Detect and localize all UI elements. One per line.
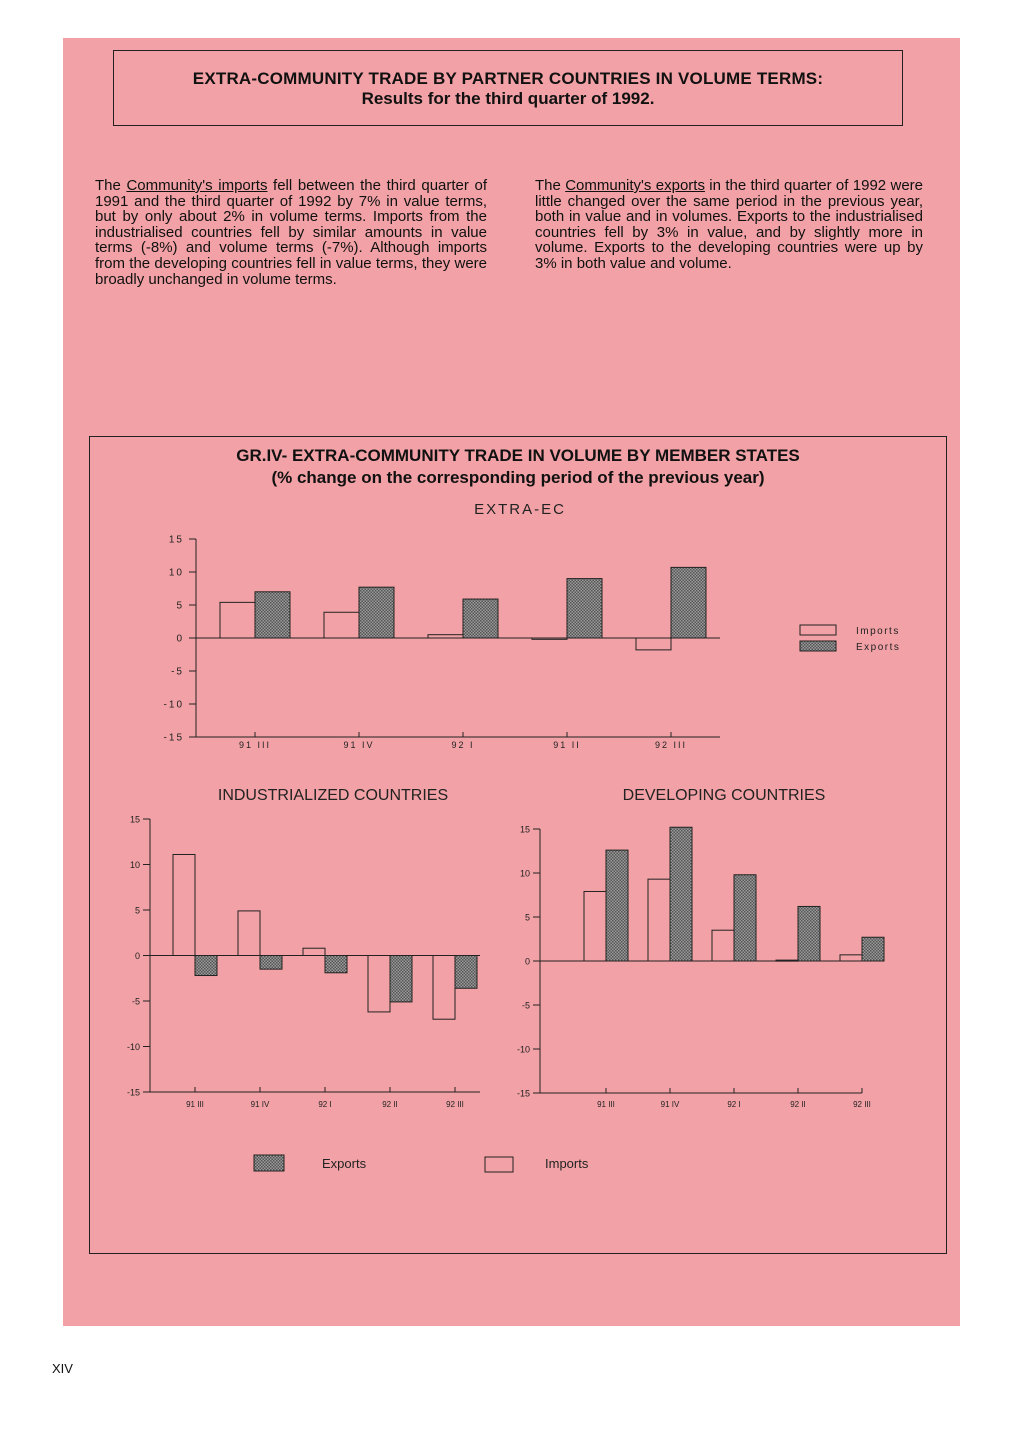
bottom-legend-imports-label: Imports [545, 1156, 589, 1171]
industrialized-countries-exports-bar [390, 956, 412, 1002]
industrialized-countries-category-label: 92 II [382, 1100, 398, 1109]
industrialized-countries-imports-bar [433, 956, 455, 1020]
developing-countries-y-tick-label: -10 [516, 1044, 530, 1055]
industrialized-countries-y-tick-label: -10 [126, 1042, 140, 1052]
developing-countries-imports-bar [584, 891, 606, 961]
extra-ec-title: EXTRA-EC [474, 501, 566, 518]
extra-ec-category-label: 91 IV [343, 740, 375, 750]
extra-ec-exports-bar [671, 567, 706, 638]
developing-countries-category-label: 91 IV [660, 1100, 680, 1109]
imports-paragraph [95, 178, 487, 287]
imports-link: Community's imports [126, 177, 268, 194]
developing-countries-category-label: 92 III [853, 1100, 871, 1109]
bottom-legend-exports-label: Exports [322, 1156, 367, 1171]
developing-countries-exports-bar [734, 875, 756, 961]
figure-frame [89, 436, 947, 1254]
extra-ec-y-tick-label: 10 [168, 567, 184, 579]
imports-paragraph-body: fell between the third quarter of 1991 and the third quarter of 1992 by 7% in value terms, but by only about 2% in volume terms. Imports from the industrialised countries fell by similar amounts in value terms (-8%) and volume terms (-7%). Although imports from the developing countries fell in value terms, they were broadly unchanged in volume terms. [95, 177, 488, 288]
extra-ec-imports-bar [636, 638, 671, 650]
imports-paragraph-lead: The [95, 177, 127, 194]
legend-exports-swatch [800, 641, 836, 651]
industrialized-countries-category-label: 91 III [186, 1100, 204, 1109]
extra-ec-exports-bar [567, 579, 602, 638]
extra-ec-y-tick-label: -5 [171, 666, 184, 678]
extra-ec-y-tick-label: 15 [168, 534, 184, 546]
figure-title-line2: (% change on the corresponding period of the previous year) [271, 468, 765, 487]
industrialized-countries-y-tick-label: 5 [134, 905, 140, 916]
developing-countries-category-label: 91 III [597, 1100, 615, 1109]
extra-ec-y-tick-label: 5 [176, 600, 184, 612]
industrialized-countries-category-label: 92 I [318, 1100, 332, 1109]
extra-ec-exports-bar [359, 587, 394, 638]
page-number: XIV [52, 1361, 73, 1376]
header-title: EXTRA-COMMUNITY TRADE BY PARTNER COUNTRIES IN VOLUME TERMS: [192, 69, 824, 88]
header-subtitle: Results for the third quarter of 1992. [361, 89, 655, 108]
industrialized-countries-imports-bar [368, 956, 390, 1012]
industrialized-countries-y-tick-label: -15 [126, 1087, 140, 1098]
industrialized-countries-exports-bar [195, 956, 217, 976]
extra-ec-imports-bar [324, 612, 359, 638]
developing-countries-y-tick-label: 0 [524, 956, 530, 967]
industrialized-countries-y-tick-label: 10 [129, 860, 140, 870]
extra-ec-y-tick-label: -10 [163, 699, 184, 711]
developing-countries-exports-bar [670, 827, 692, 961]
industrialized-countries-exports-bar [325, 956, 347, 973]
industrialized-countries-title: INDUSTRIALIZED COUNTRIES [217, 787, 449, 804]
legend-exports-label: Exports [856, 642, 901, 653]
legend-imports-swatch [800, 625, 836, 635]
developing-countries-exports-bar [862, 937, 884, 961]
industrialized-countries-imports-bar [303, 948, 325, 955]
extra-ec-category-label: 91 II [553, 740, 581, 750]
extra-ec-exports-bar [463, 599, 498, 638]
developing-countries-y-tick-label: 15 [519, 824, 530, 835]
developing-countries-title: DEVELOPING COUNTRIES [622, 787, 826, 804]
developing-countries-exports-bar [606, 850, 628, 961]
extra-ec-category-label: 92 III [654, 740, 688, 750]
developing-countries-y-tick-label: -5 [521, 1000, 530, 1011]
industrialized-countries-exports-bar [260, 956, 282, 970]
exports-link: Community's exports [565, 177, 705, 194]
developing-countries-category-label: 92 II [790, 1100, 806, 1109]
industrialized-countries-y-tick-label: 0 [134, 951, 140, 961]
charts-canvas [90, 437, 946, 1253]
industrialized-countries-imports-bar [238, 911, 260, 956]
industrialized-countries-category-label: 91 IV [250, 1100, 270, 1109]
industrialized-countries-exports-bar [455, 956, 477, 989]
developing-countries-y-tick-label: 5 [524, 912, 530, 923]
bottom-legend-imports-swatch [485, 1157, 513, 1172]
extra-ec-y-tick-label: -15 [163, 732, 184, 744]
figure-title-line1: GR.IV- EXTRA-COMMUNITY TRADE IN VOLUME BY MEMBER STATES [236, 446, 800, 465]
extra-ec-category-label: 91 III [238, 740, 272, 750]
legend-imports-label: Imports [856, 626, 900, 637]
industrialized-countries-y-tick-label: 15 [129, 814, 140, 825]
exports-paragraph-body: in the third quarter of 1992 were little changed over the same period in the previous year, both in value and in volumes. Exports to the industrialised countries fell by 3% in value, and by slightly more in volume. Exports to the developing countries were up by 3% in both value and volume. [535, 177, 924, 272]
extra-ec-imports-bar [220, 602, 255, 638]
developing-countries-imports-bar [648, 879, 670, 961]
pink-sheet [63, 38, 960, 1326]
developing-countries-imports-bar [840, 955, 862, 961]
developing-countries-category-label: 92 I [727, 1100, 741, 1109]
extra-ec-exports-bar [255, 592, 290, 638]
industrialized-countries-imports-bar [173, 854, 195, 955]
developing-countries-imports-bar [712, 930, 734, 961]
developing-countries-imports-bar [776, 960, 798, 961]
developing-countries-exports-bar [798, 906, 820, 961]
extra-ec-y-tick-label: 0 [176, 633, 184, 645]
extra-ec-category-label: 92 I [451, 740, 475, 750]
developing-countries-y-tick-label: -15 [516, 1088, 530, 1099]
exports-paragraph-lead: The [535, 177, 566, 194]
developing-countries-y-tick-label: 10 [519, 868, 530, 879]
exports-paragraph [535, 178, 923, 272]
extra-ec-imports-bar [428, 635, 463, 638]
industrialized-countries-y-tick-label: -5 [131, 996, 140, 1007]
header-box [113, 50, 903, 126]
industrialized-countries-category-label: 92 III [446, 1100, 464, 1109]
bottom-legend-exports-swatch [254, 1155, 284, 1171]
extra-ec-imports-bar [532, 638, 567, 639]
